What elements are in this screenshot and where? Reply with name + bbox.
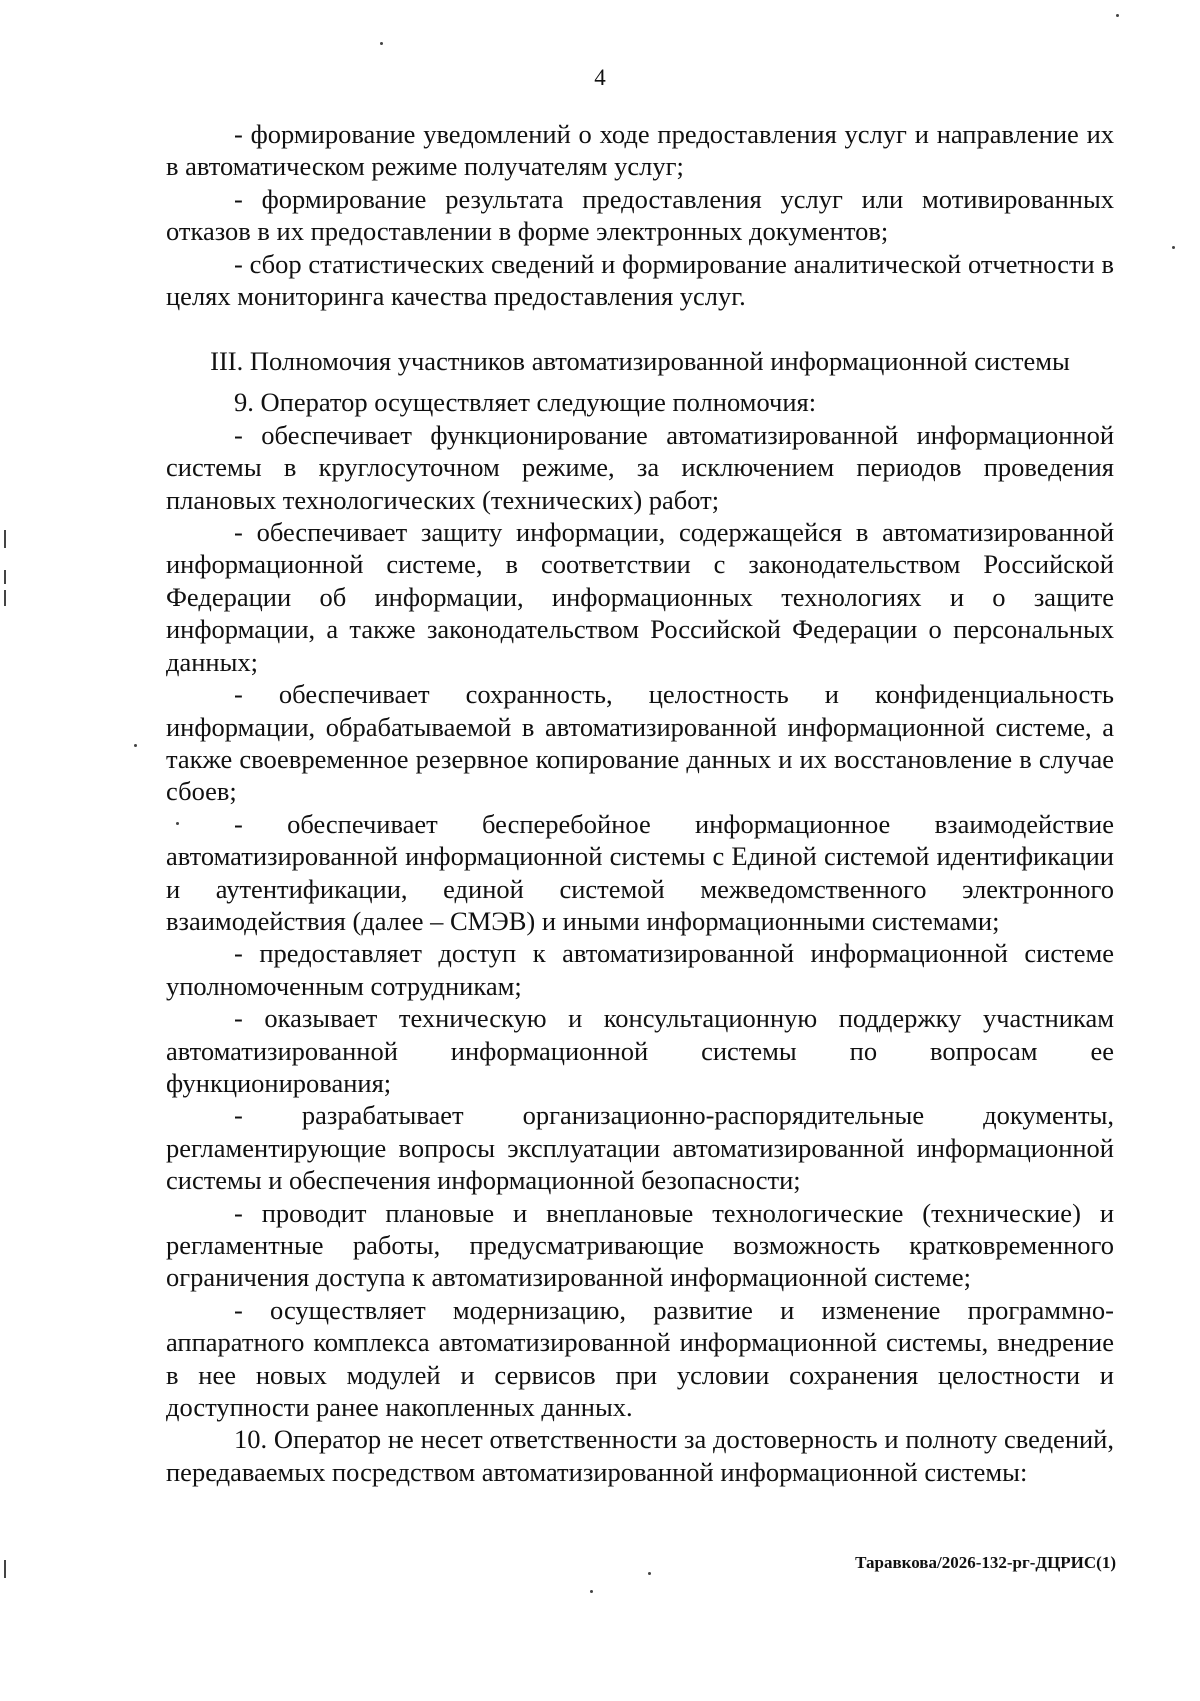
scan-artifact (4, 530, 6, 548)
scan-artifact (4, 570, 6, 584)
list-item: - разрабатывает организационно-распорядительные документы, регламентирующие вопросы эксплуатации автоматизированной информационной системы и обеспечения информационной безопасности; (166, 1100, 1114, 1196)
clause-10: 10. Оператор не несет ответственности за достоверность и полноту сведений, передаваемых посредством автоматизированной информационной системы: (166, 1424, 1114, 1487)
scan-artifact (648, 1572, 651, 1575)
list-item: - обеспечивает защиту информации, содержащейся в автоматизированной информационной системе, в соответствии с законодательством Российской Федерации об информации, информационных технологиях и о защите информации, а также законодательством Российской Федерации о персональных данных; (166, 517, 1114, 677)
section-heading: III. Полномочия участников автоматизированной информационной системы (210, 346, 1070, 377)
list-item: - формирование уведомлений о ходе предоставления услуг и направление их в автоматическом режиме получателям услуг; (166, 119, 1114, 182)
scan-artifact (380, 42, 383, 45)
scan-artifact (176, 822, 179, 825)
list-item: - проводит плановые и внеплановые технологические (технические) и регламентные работы, предусматривающие возможность кратковременного ограничения доступа к автоматизированной информационной системе; (166, 1197, 1114, 1293)
document-reference-code: Таравкова/2026-132-рг-ДЦРИС(1) (855, 1553, 1116, 1572)
scan-artifact (4, 590, 6, 606)
list-item: - обеспечивает функционирование автоматизированной информационной системы в круглосуточном режиме, за исключением периодов проведения плановых технологических (технических) работ; (166, 419, 1114, 515)
list-item: - сбор статистических сведений и формирование аналитической отчетности в целях мониторинга качества предоставления услуг. (166, 248, 1114, 312)
list-item: - обеспечивает бесперебойное информационное взаимодействие автоматизированной информационной системы с Единой системой идентификации и аутентификации, единой системой межведомственного электронного взаимодействия (далее – СМЭВ) и иными информационными системами; (166, 808, 1114, 936)
list-item: - обеспечивает сохранность, целостность и конфиденциальность информации, обрабатываемой в автоматизированной информационной системе, а также своевременное резервное копирование данных и их восстановление в случае сбоев; (166, 679, 1114, 807)
scan-artifact (1116, 14, 1119, 17)
clause-9: 9. Оператор осуществляет следующие полномочия: (234, 387, 817, 418)
scan-artifact (1172, 246, 1175, 249)
scan-artifact (4, 1560, 6, 1578)
document-body (166, 118, 1114, 1488)
page-number: 4 (594, 65, 606, 90)
list-item: - оказывает техническую и консультационную поддержку участникам автоматизированной информационной системы по вопросам ее функционирования; (166, 1003, 1114, 1098)
list-item: - предоставляет доступ к автоматизированной информационной системе уполномоченным сотрудникам; (166, 938, 1114, 1001)
list-item: - формирование результата предоставления услуг или мотивированных отказов в их предоставлении в форме электронных документов; (166, 183, 1114, 247)
list-item: - осуществляет модернизацию, развитие и изменение программно-аппаратного комплекса автоматизированной информационной системы, внедрение в нее новых модулей и сервисов при условии сохранения целостности и доступности ранее накопленных данных. (166, 1294, 1114, 1423)
scan-artifact (134, 744, 137, 747)
scan-artifact (590, 1590, 593, 1593)
